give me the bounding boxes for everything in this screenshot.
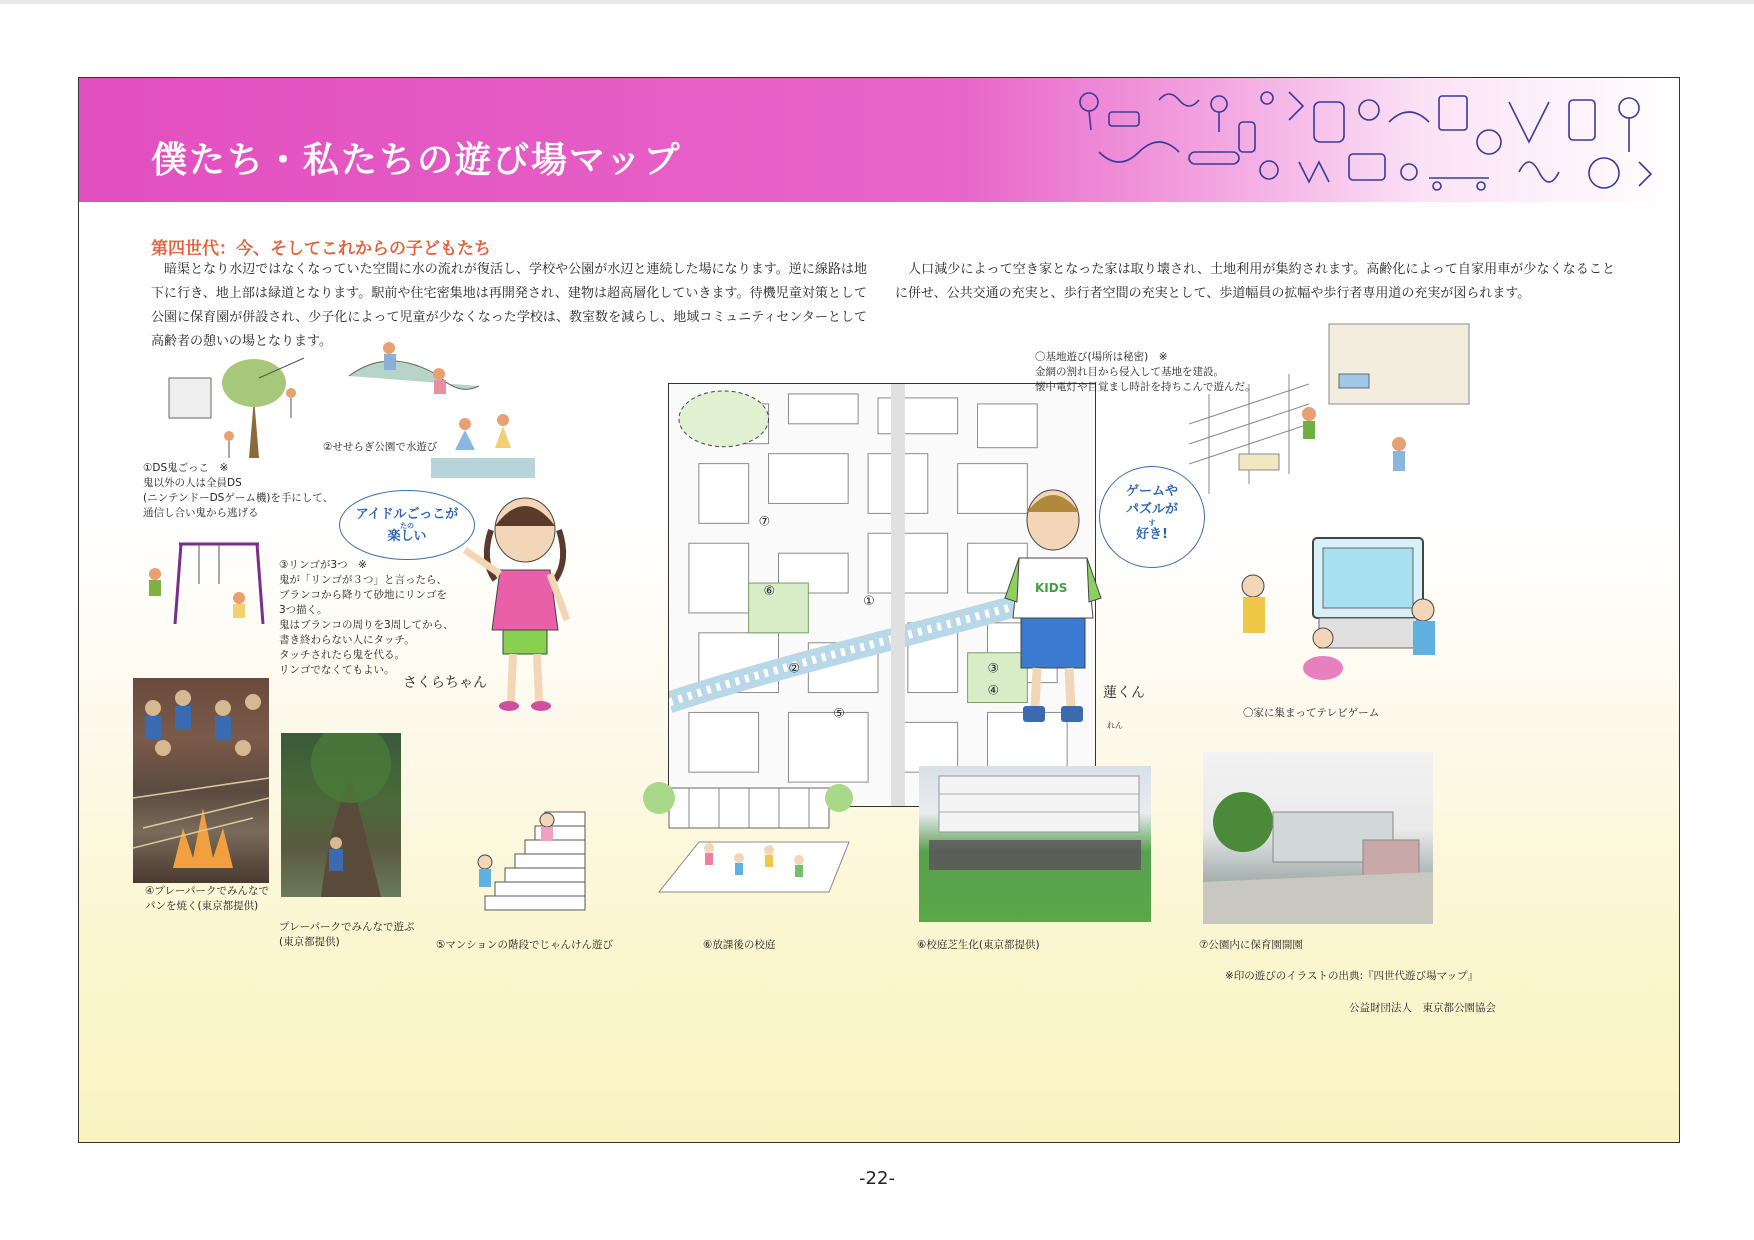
publisher-credit: 公益財団法人 東京都公園協会 [1349,1002,1496,1014]
caption-kichi: 〇基地遊び(場所は秘密) ※ 金網の割れ目から侵入して基地を建設。 懐中電灯や目覚まし時計を持ちこんで遊んだ。 [1035,351,1256,393]
caption-shibafu: ⑥校庭芝生化(東京都提供) [917,939,1040,951]
caption-janken: ⑤マンションの階段でじゃんけん遊び [436,939,613,951]
section-subtitle: 第四世代：今、そしてこれからの子どもたち [151,239,491,259]
photo-hoikuen-detail [1203,752,1433,924]
caption-houkago: ⑥放課後の校庭 [703,939,776,951]
map-marker-6: ⑥ [763,584,776,599]
ren-name-ruby: れん [1107,721,1123,730]
photo-playpark-detail [281,733,401,897]
caption-playpark: プレーパークでみんなで遊ぶ (東京都提供) [279,921,415,948]
houkago-illustration [639,778,853,898]
ren-name: 蓮くん [1103,685,1145,701]
caption-hoikuen: ⑦公園内に保育園開園 [1199,939,1303,951]
source-note: ※印の遊びのイラストの出典:『四世代遊び場マップ』 [1225,970,1479,982]
photo-pan-detail [133,678,269,883]
photo-shibafu [919,766,1151,922]
seseragi-illustration [339,336,489,412]
map-marker-7: ⑦ [758,514,771,530]
page-title: 僕たち・私たちの遊び場マップ [151,140,682,181]
ds-oni-illustration [159,338,309,462]
caption-seseragi: ②せせらぎ公園で水遊び [323,441,438,453]
ren-speech-bubble: ゲームや パズルが す 好き! [1099,466,1205,568]
sakura-name: さくらちゃん [403,675,487,691]
kichi-illustration [1179,314,1479,502]
header-band [79,78,1679,202]
map-marker-3: ③ [987,661,1000,677]
top-edge-line [0,0,1754,4]
caption-ds-oni: ①DS鬼ごっこ ※ 鬼以外の人は全員DS (ニンテンドーDSゲーム機)を手にして、 通信し合い鬼から逃げる [143,462,334,519]
caption-tvgame: 〇家に集まってテレビゲーム [1243,707,1380,719]
page-number: -22- [859,1168,895,1189]
sakura-speech-bubble: アイドルごっこが たの 楽しい [339,490,475,560]
photo-hoikuen [1203,752,1433,924]
photo-pan [133,678,269,883]
paragraph-right: 人口減少によって空き家となった家は取り壊され、土地利用が集約されます。高齢化によって自家用車が少なくなることに併せ、公共交通の充実と、歩行者空間の充実として、歩道幅員の拡幅や歩行者専用道の充実が図られます。 [895,262,1615,301]
paragraph-left: 暗渠となり水辺ではなくなっていた空間に水の流れが復活し、学校や公園が水辺と連続した場になります。逆に線路は地下に行き、地上部は緑道となります。駅前や住宅密集地は再開発され、建物は超高層化していきます。待機児童対策として公園に保育園が併設され、少子化によって児童が少なくなった学校は、教室数を減らし、地域コミュニティセンターとして高齢者の憩いの場となります。 [151,262,867,349]
photo-shibafu-detail [919,766,1151,922]
janken-illustration [465,786,597,922]
shirt-kids-text: KIDS [1035,581,1068,595]
map-marker-1: ① [863,593,875,609]
page-frame [78,77,1680,1143]
map-marker-4: ④ [987,683,1000,699]
swing-illustration [139,534,269,630]
caption-ringo: ③リンゴが3つ ※ 鬼が「リンゴが３つ」と言ったら、 ブランコから降りて砂地にリンゴを 3つ描く。 鬼はブランコの周りを3周してから、 書き終わらない人にタッチ。 タッチされたら鬼を代る。 リンゴでなくてもよい。 [279,559,454,676]
map-marker-5: ⑤ [833,706,845,722]
tv-game-illustration [1223,530,1473,688]
toy-doodles-illustration [1069,82,1669,198]
photo-playpark [281,733,401,897]
caption-pan: ④プレーパークでみんなで パンを焼く(東京都提供) [145,885,269,912]
water-play-illustration [431,410,535,478]
ren-character-illustration [997,480,1109,730]
map-marker-2: ② [788,661,801,677]
